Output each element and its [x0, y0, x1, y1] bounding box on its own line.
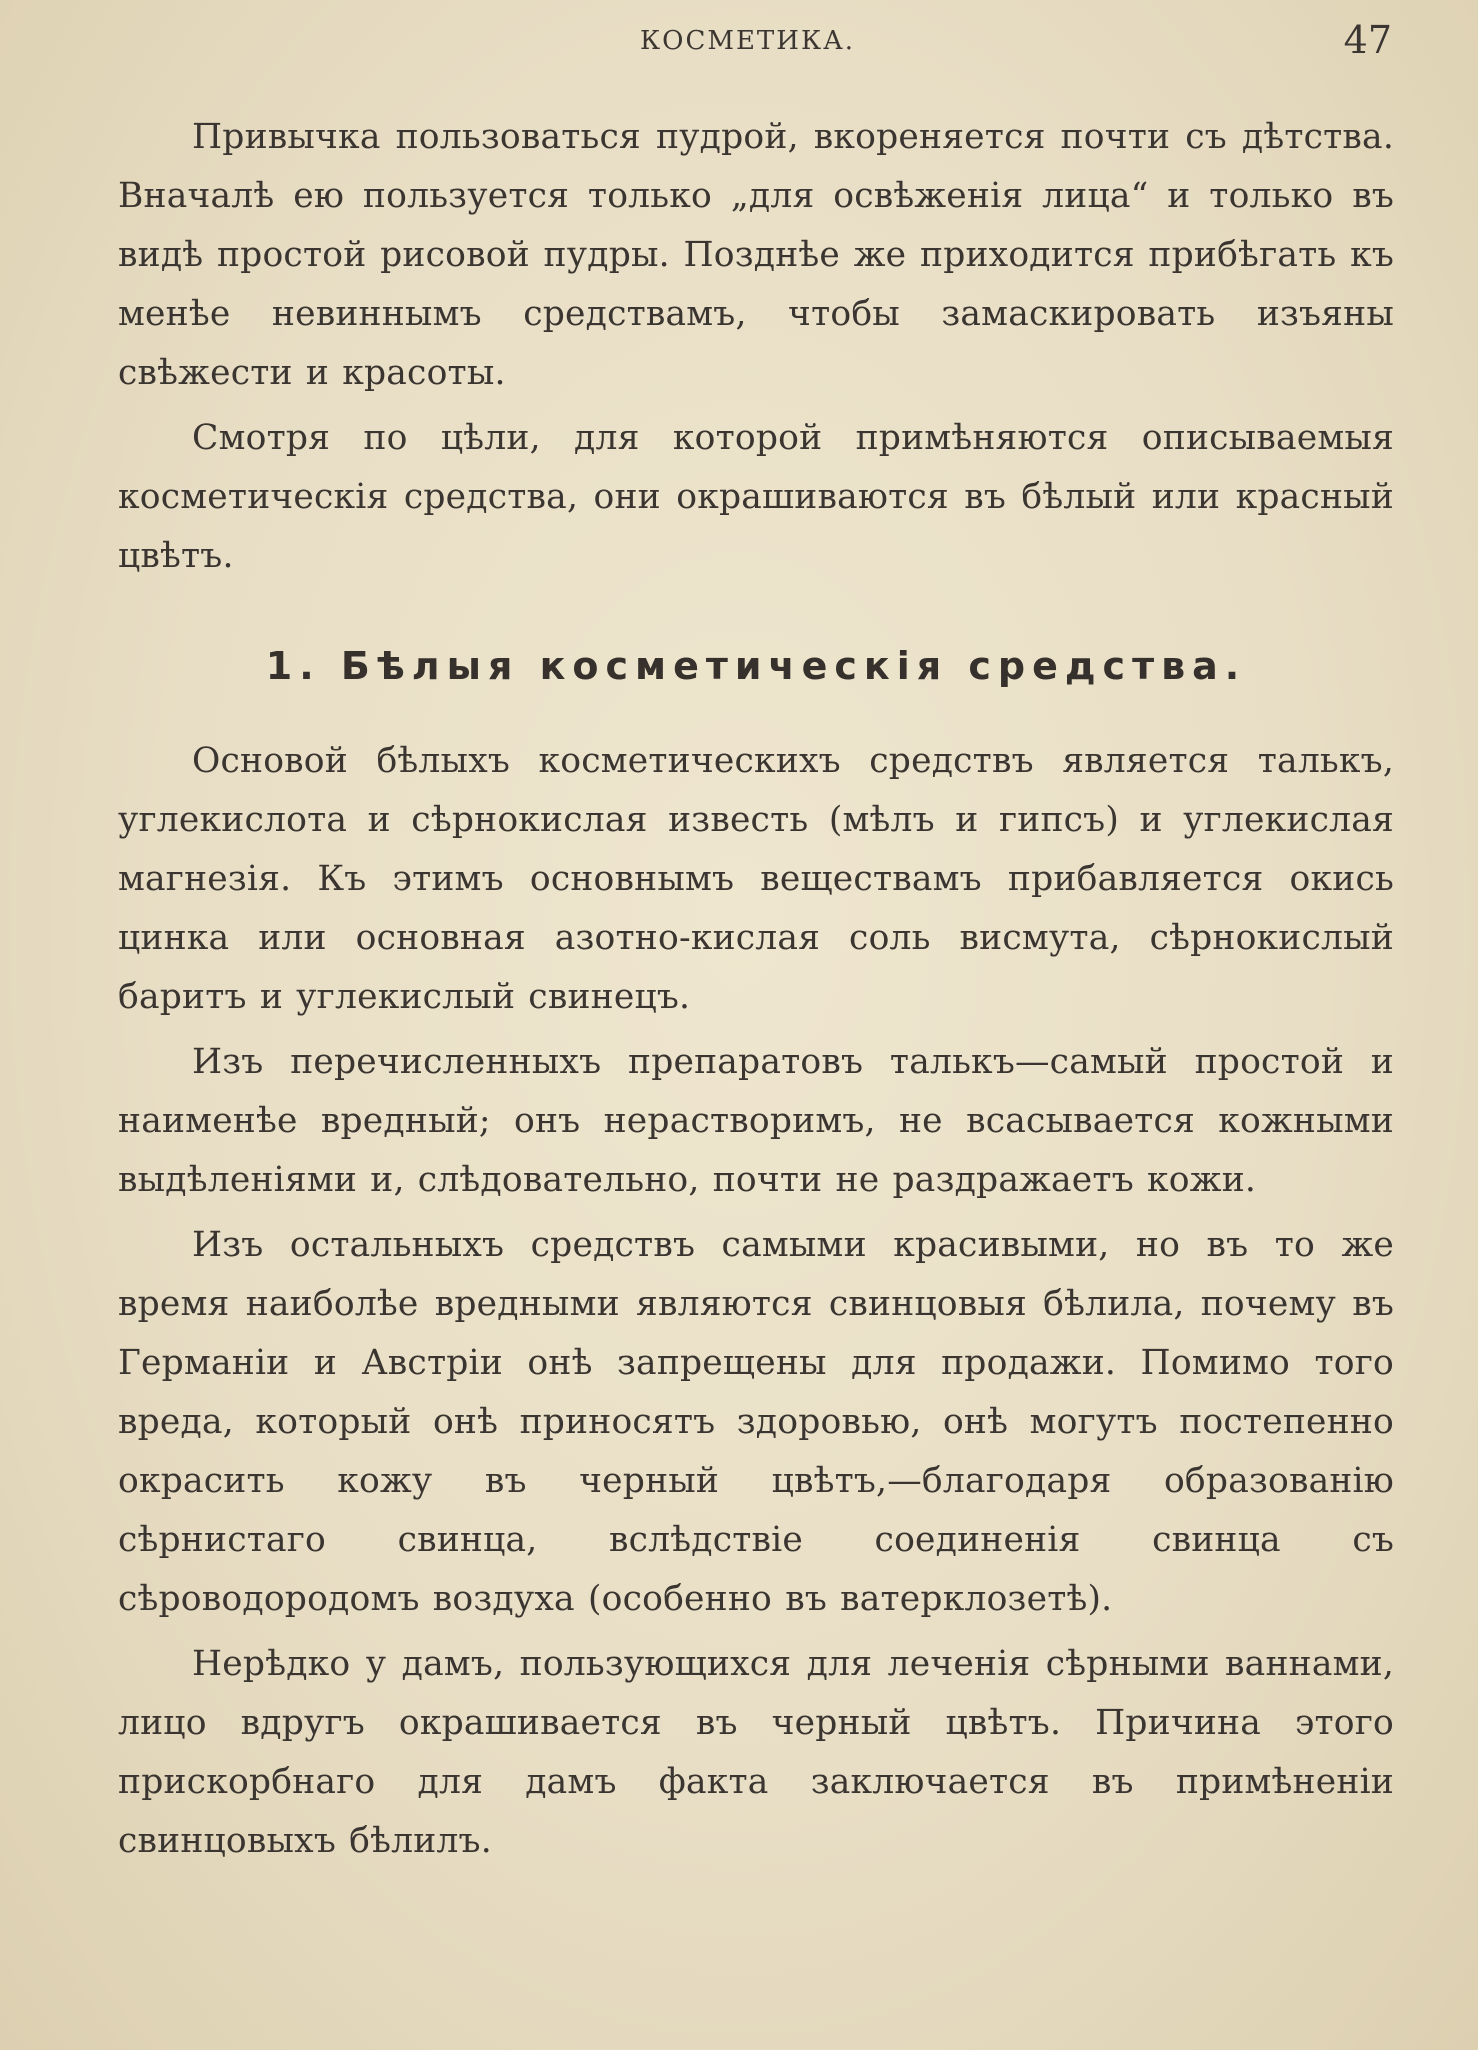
paragraph-talc: Изъ перечисленныхъ препаратовъ талькъ—самый простой и наименѣе вредный; онъ нерастворимъ, не всасывается кожными выдѣленіями и, слѣдовательно, почти не раздражаетъ кожи. [118, 1042, 1394, 1200]
section-heading: 1. Бѣлыя косметическія средства. [265, 644, 1247, 688]
paragraph-lead-white: Изъ остальныхъ средствъ самыми красивыми, но въ то же время наиболѣе вредными являются свинцовыя бѣлила, почему въ Германіи и Австріи онѣ запрещены для продажи. Помимо того вреда, который онѣ приносятъ здоровью, онѣ могутъ постепенно окрасить кожу въ черный цвѣтъ,—благодаря образованію сѣрнистаго свинца, вслѣдствіе соединенія свинца съ сѣроводородомъ воздуха (особенно въ ватерклозетѣ). [118, 1225, 1394, 1619]
running-title: КОСМЕТИКА. [640, 26, 856, 56]
paragraph-colors: Смотря по цѣли, для которой примѣняются описываемыя косметическія средства, они окрашиваются въ бѣлый или красный цвѣтъ. [118, 418, 1394, 576]
paragraph-white-bases: Основой бѣлыхъ косметическихъ средствъ является талькъ, углекислота и сѣрнокислая известь (мѣлъ и гипсъ) и углекислая магнезія. Къ этимъ основнымъ веществамъ прибавляется окись цинка или основная азотно-кислая соль висмута, сѣрнокислый баритъ и углекислый свинецъ. [118, 741, 1394, 1017]
text-column [118, 108, 1394, 1877]
page-number: 47 [1343, 18, 1392, 62]
running-header [0, 18, 1478, 78]
paragraph-powder-habit: Привычка пользоваться пудрой, вкореняется почти съ дѣтства. Вначалѣ ею пользуется только „для освѣженія лица“ и только въ видѣ простой рисовой пудры. Позднѣе же приходится прибѣгать къ менѣе невиннымъ средствамъ, чтобы замаскировать изъяны свѣжести и красоты. [118, 117, 1394, 393]
paragraph-sulfur-baths: Нерѣдко у дамъ, пользующихся для леченія сѣрными ваннами, лицо вдругъ окрашивается въ черный цвѣтъ. Причина этого прискорбнаго для дамъ факта заключается въ примѣненіи свинцовыхъ бѣлилъ. [118, 1644, 1394, 1861]
